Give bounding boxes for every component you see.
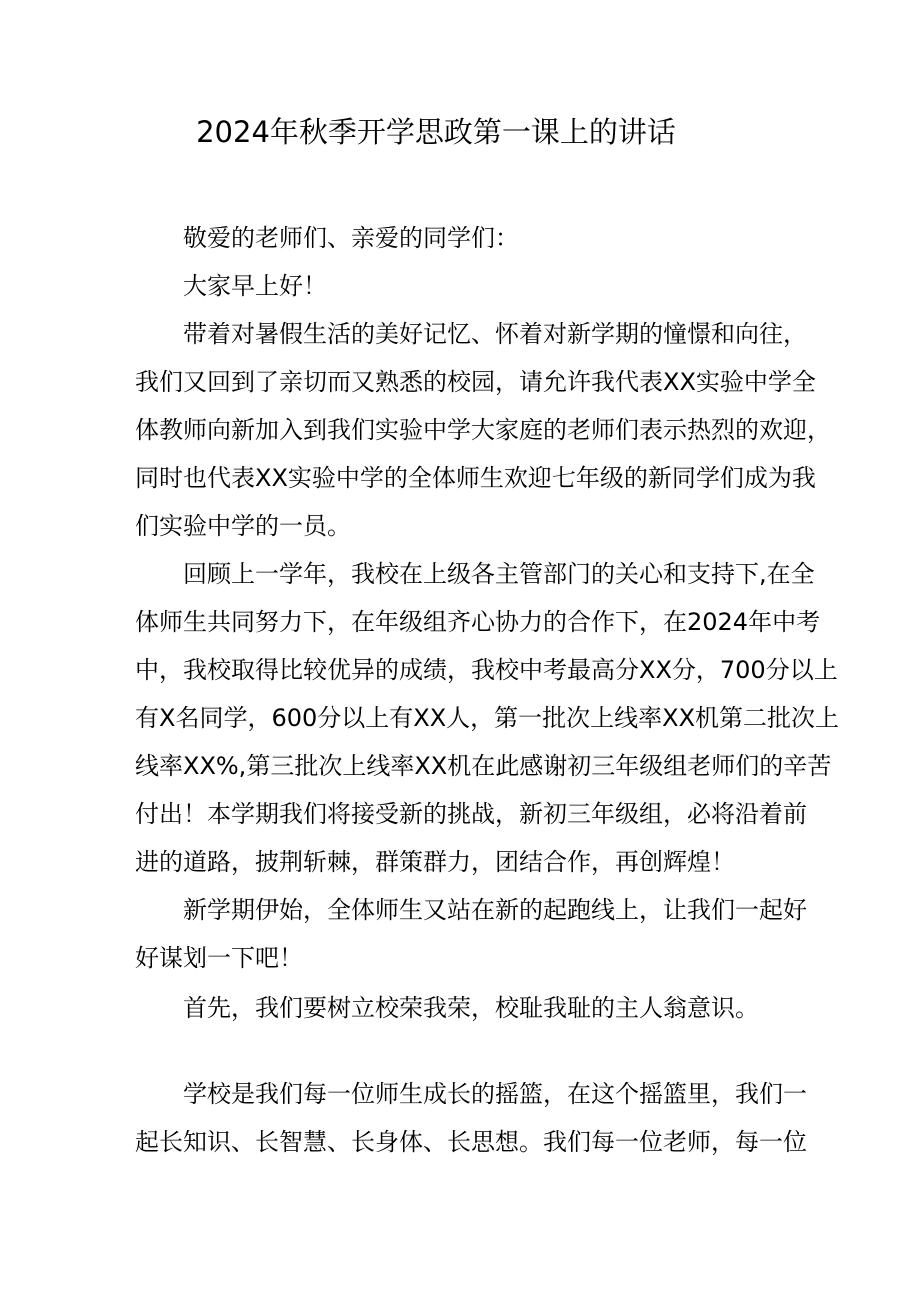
paragraph-line: 付出！本学期我们将接受新的挑战，新初三年级组，必将沿着前 — [135, 800, 807, 828]
paragraph-line: 好谋划一下吧！ — [135, 944, 303, 972]
greeting-line: 大家早上好！ — [183, 272, 327, 300]
paragraph-line: 同时也代表XX实验中学的全体师生欢迎七年级的新同学们成为我 — [135, 464, 816, 492]
paragraph-line: 体师生共同努力下，在年级组齐心协力的合作下，在2024年中考 — [135, 608, 821, 636]
paragraph-line: 回顾上一学年，我校在上级各主管部门的关心和支持下,在全 — [183, 560, 815, 588]
paragraph-line: 有X名同学，600分以上有XX人，第一批次上线率XX机第二批次上 — [135, 704, 840, 732]
document-body — [135, 214, 840, 1166]
paragraph-line: 我们又回到了亲切而又熟悉的校园，请允许我代表XX实验中学全 — [135, 368, 816, 396]
heading-line: 首先，我们要树立校荣我荣，校耻我耻的主人翁意识。 — [183, 994, 759, 1022]
paragraph-line: 带着对暑假生活的美好记忆、怀着对新学期的憧憬和向往， — [183, 320, 807, 348]
paragraph-line: 线率XX%,第三批次上线率XX机在此感谢初三年级组老师们的辛苦 — [135, 752, 832, 780]
paragraph-line: 体教师向新加入到我们实验中学大家庭的老师们表示热烈的欢迎， — [135, 416, 831, 444]
paragraph-line: 起长知识、长智慧、长身体、长思想。我们每一位老师，每一位 — [135, 1128, 807, 1156]
paragraph-line: 们实验中学的一员。 — [135, 512, 351, 540]
document-title: 2024年秋季开学思政第一课上的讲话 — [196, 115, 676, 149]
paragraph-line: 进的道路，披荆斩棘，群策群力，团结合作，再创辉煌！ — [135, 848, 735, 876]
paragraph-line: 中，我校取得比较优异的成绩，我校中考最高分XX分，700分以上 — [135, 656, 838, 684]
salutation-line: 敬爱的老师们、亲爱的同学们： — [183, 224, 519, 252]
paragraph-spacer — [135, 1032, 795, 1070]
paragraph-line: 学校是我们每一位师生成长的摇篮，在这个摇篮里，我们一 — [183, 1080, 807, 1108]
paragraph-line: 新学期伊始，全体师生又站在新的起跑线上，让我们一起好 — [183, 896, 807, 924]
